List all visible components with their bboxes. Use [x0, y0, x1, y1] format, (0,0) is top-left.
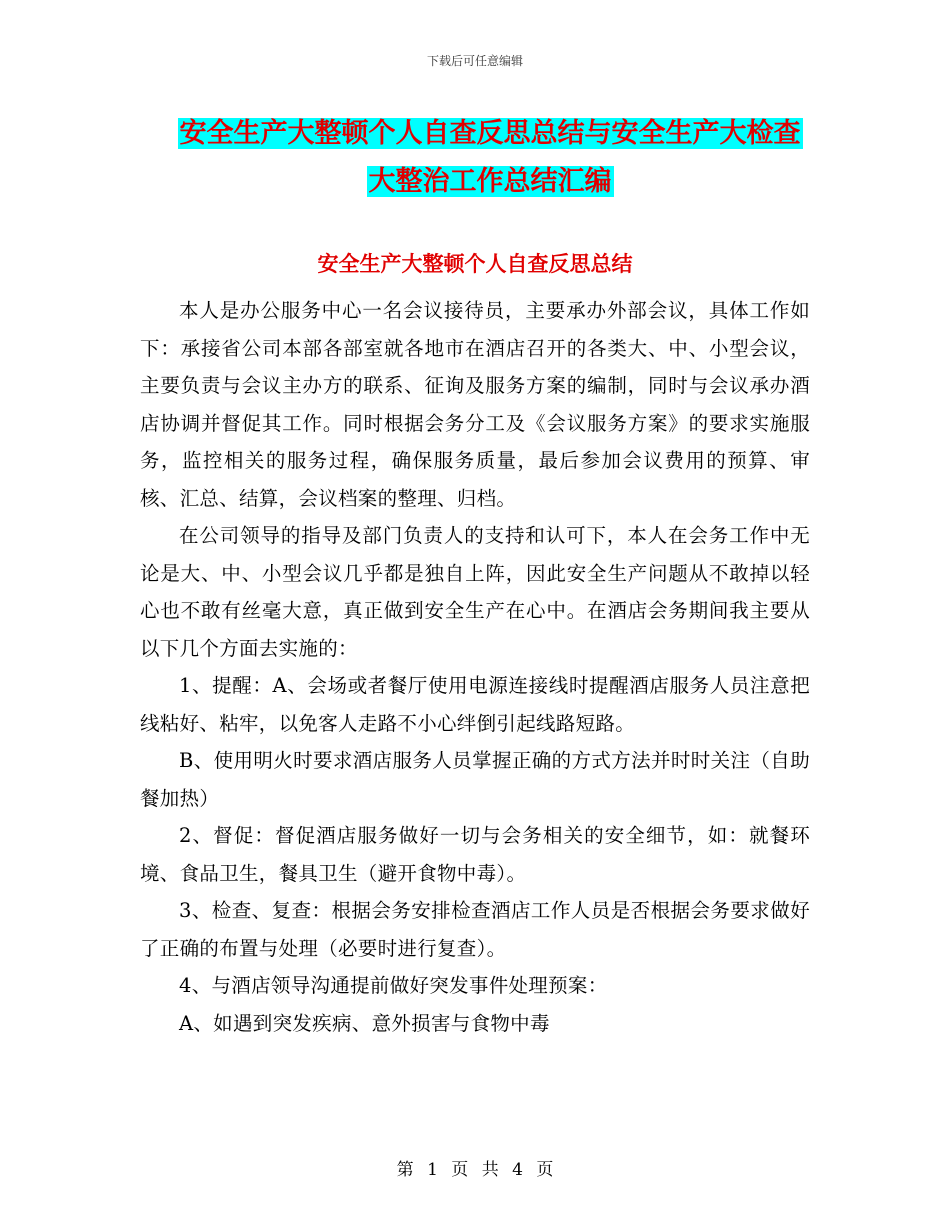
document-title — [140, 110, 840, 206]
paragraph: 1、提醒：A、会场或者餐厅使用电源连接线时提醒酒店服务人员注意把线粘好、粘牢，以免客人走路不小心绊倒引起线路短路。 — [140, 674, 810, 735]
header-note: 下载后可任意编辑 — [426, 54, 523, 68]
paragraph: 本人是办公服务中心一名会议接待员，主要承办外部会议，具体工作如下：承接省公司本部各部室就各地市在酒店召开的各类大、中、小型会议，主要负责与会议主办方的联系、征询及服务方案的编制，同时与会议承办酒店协调并督促其工作。同时根据会务分工及《会议服务方案》的要求实施服务，监控相关的服务过程，确保服务质量，最后参加会议费用的预算、审核、汇总、结算，会议档案的整理、归档。 — [140, 299, 810, 510]
paragraph: 4、与酒店领导沟通提前做好突发事件处理预案： — [179, 974, 608, 997]
title-highlight-1: 安全生产大整顿个人自查反思总结与安全生产大检查 — [179, 118, 801, 149]
paragraph: 3、检查、复查：根据会务安排检查酒店工作人员是否根据会务要求做好了正确的布置与处理（必要时进行复查）。 — [140, 899, 810, 960]
title-highlight-2: 大整治工作总结汇编 — [368, 166, 612, 197]
document-body — [140, 292, 810, 1042]
paragraph: 在公司领导的指导及部门负责人的支持和认可下，本人在会务工作中无论是大、中、小型会议几乎都是独自上阵，因此安全生产问题从不敢掉以轻心也不敢有丝毫大意，真正做到安全生产在心中。在酒店会务期间我主要从以下几个方面去实施的： — [140, 524, 810, 660]
page-footer: 第 1 页 共 4 页 — [396, 1160, 554, 1180]
paragraph: 2、督促：督促酒店服务做好一切与会务相关的安全细节，如：就餐环境、食品卫生，餐具卫生（避开食物中毒）。 — [140, 824, 810, 885]
section-title: 安全生产大整顿个人自查反思总结 — [317, 252, 633, 276]
document-title-line-1 — [140, 110, 840, 158]
paragraph: A、如遇到突发疾病、意外损害与食物中毒 — [179, 1011, 550, 1035]
document-title-line-2 — [140, 158, 840, 206]
paragraph: B、使用明火时要求酒店服务人员掌握正确的方式方法并时时关注（自助餐加热） — [140, 749, 810, 810]
